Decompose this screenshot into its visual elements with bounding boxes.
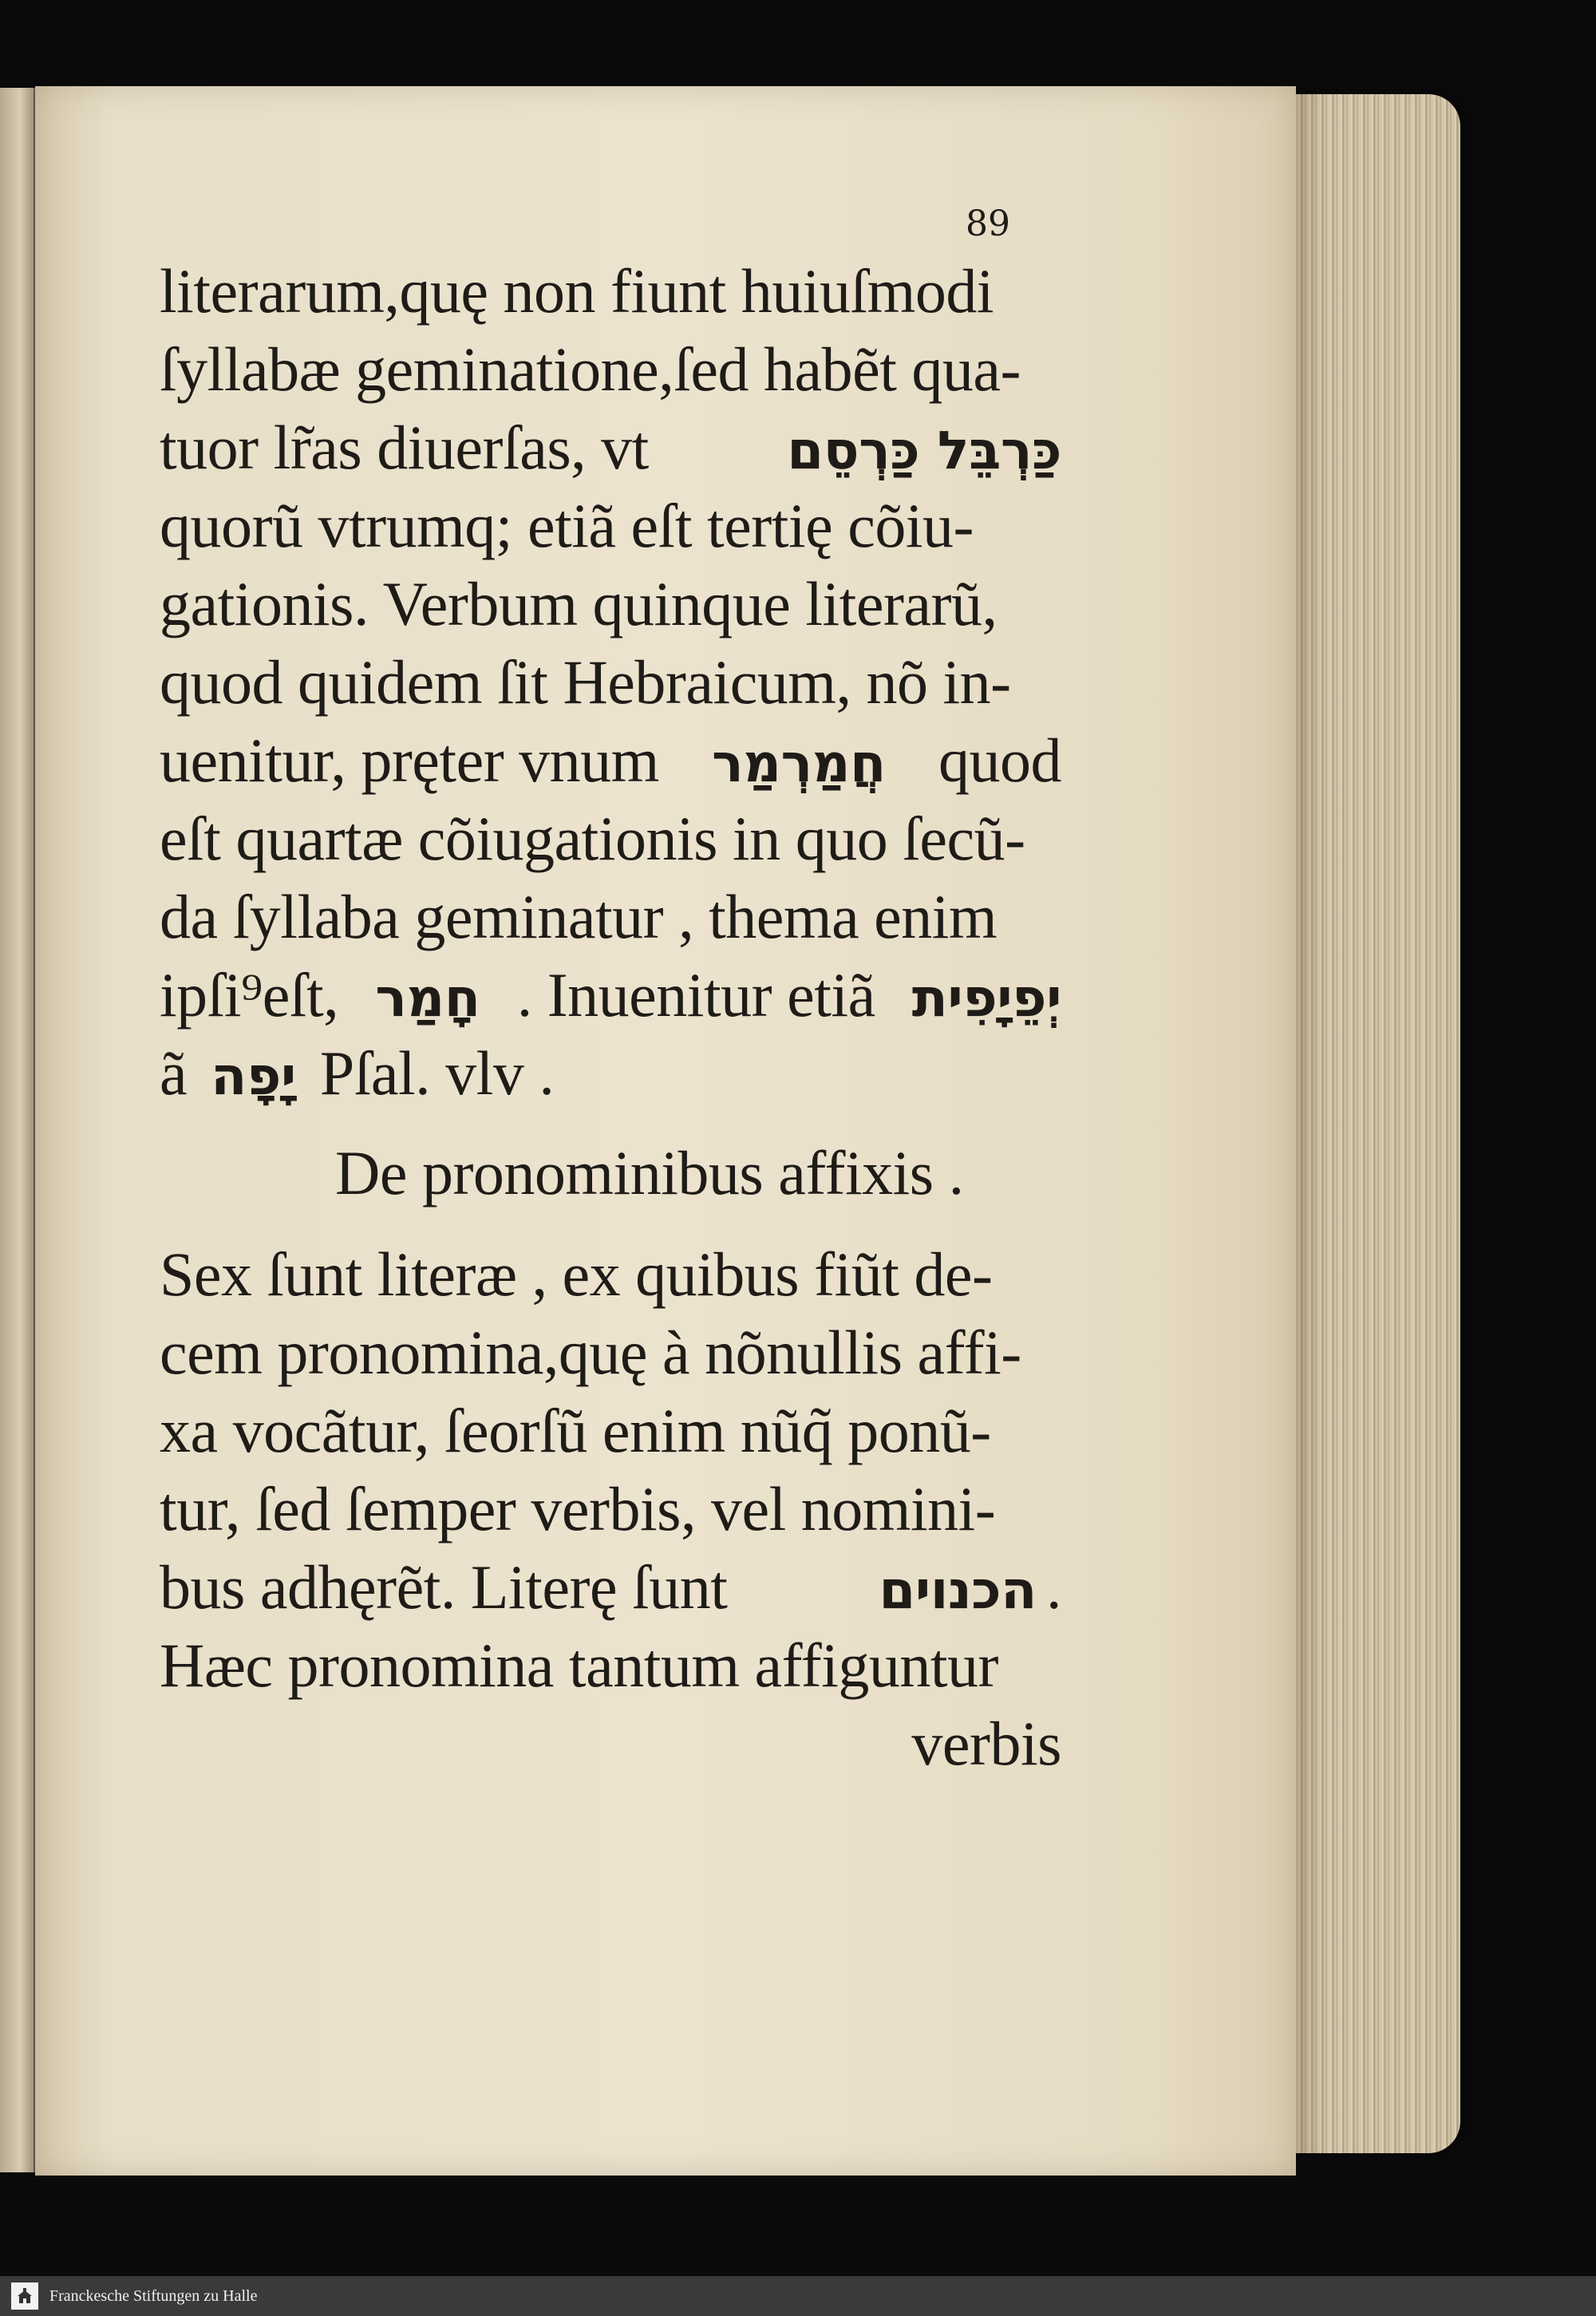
text-line-7: [160, 725, 1061, 800]
line-text: uenitur, pręter vnum: [160, 725, 659, 795]
line-text: . Inuenitur etiã: [516, 960, 875, 1030]
text-line-6: [160, 646, 1061, 718]
text-line-1: [160, 255, 1061, 327]
hebrew-word: חָמַר: [375, 967, 480, 1029]
catchword: verbis: [911, 1709, 1061, 1778]
line-text: Sex ſunt literæ , ex quibus fiũt de-: [160, 1239, 993, 1309]
text-line-4: [160, 490, 1061, 562]
text-line-17: [160, 1630, 1061, 1701]
line-text: .: [1046, 1552, 1061, 1622]
hebrew-word: יְפֵיָפִית: [911, 967, 1061, 1029]
text-line-8: [160, 803, 1061, 875]
line-text: Pſal. vlv .: [319, 1038, 555, 1108]
hebrew-word: הכנוים: [879, 1559, 1037, 1621]
text-line-14: [160, 1395, 1061, 1467]
line-text: tuor lr̃as diuerſas, vt: [160, 413, 649, 482]
text-line-15: [160, 1473, 1061, 1545]
line-text: quod: [938, 725, 1061, 795]
previous-page-edge: [0, 88, 35, 2172]
line-text: ipſi⁹eſt,: [160, 960, 339, 1030]
line-text: Hæc pronomina tantum affiguntur: [160, 1630, 999, 1700]
line-text: cem pronomina,quę à nõnullis affi-: [160, 1318, 1021, 1387]
line-text: da ſyllaba geminatur , thema enim: [160, 882, 998, 951]
page-stack-edge: [1277, 94, 1460, 2153]
text-line-12: [160, 1239, 1061, 1310]
footer-institution-name: Franckesche Stiftungen zu Halle: [49, 2286, 258, 2305]
hebrew-word: חֲמַרְמַר: [712, 733, 886, 794]
text-line-10: [160, 959, 1061, 1034]
hebrew-word: כַּרְבֵּל כַּרְסֵם: [787, 420, 1061, 481]
line-text: quod quidem ſit Hebraicum, nõ in-: [160, 647, 1011, 717]
section-heading: De pronominibus affixis .: [335, 1138, 964, 1207]
text-line-5: [160, 568, 1061, 640]
hebrew-letter-group: [879, 1551, 1061, 1626]
line-text: xa vocãtur, ſeorſũ enim nũq̃ ponũ-: [160, 1396, 991, 1465]
line-text: ã: [160, 1038, 188, 1108]
line-text: tur, ſed ſemper verbis, vel nomini-: [160, 1474, 996, 1543]
line-text: ſyllabæ geminatione,ſed habẽt qua-: [160, 334, 1021, 404]
footer-bar: [0, 2276, 1596, 2316]
line-text: gationis. Verbum quinque literarũ,: [160, 569, 998, 638]
line-text: literarum,quę non fiunt huiuſmodi: [160, 256, 994, 326]
text-line-16: [160, 1551, 1061, 1626]
text-line-3: [160, 412, 1061, 487]
line-text: eſt quartæ cõiugationis in quo ſecũ-: [160, 804, 1025, 873]
text-line-11: [160, 1037, 1061, 1113]
page-number: 89: [966, 204, 1010, 244]
hebrew-word: יָפָה: [211, 1045, 296, 1107]
text-line-2: [160, 334, 1061, 405]
line-text: bus adhęrẽt. Literę ſunt: [160, 1552, 728, 1622]
text-line-13: [160, 1317, 1061, 1389]
institution-logo-icon: [11, 2282, 38, 2310]
text-line-9: [160, 881, 1061, 953]
line-text: quorũ vtrumq; etiã eſt tertię cõiu-: [160, 491, 974, 560]
